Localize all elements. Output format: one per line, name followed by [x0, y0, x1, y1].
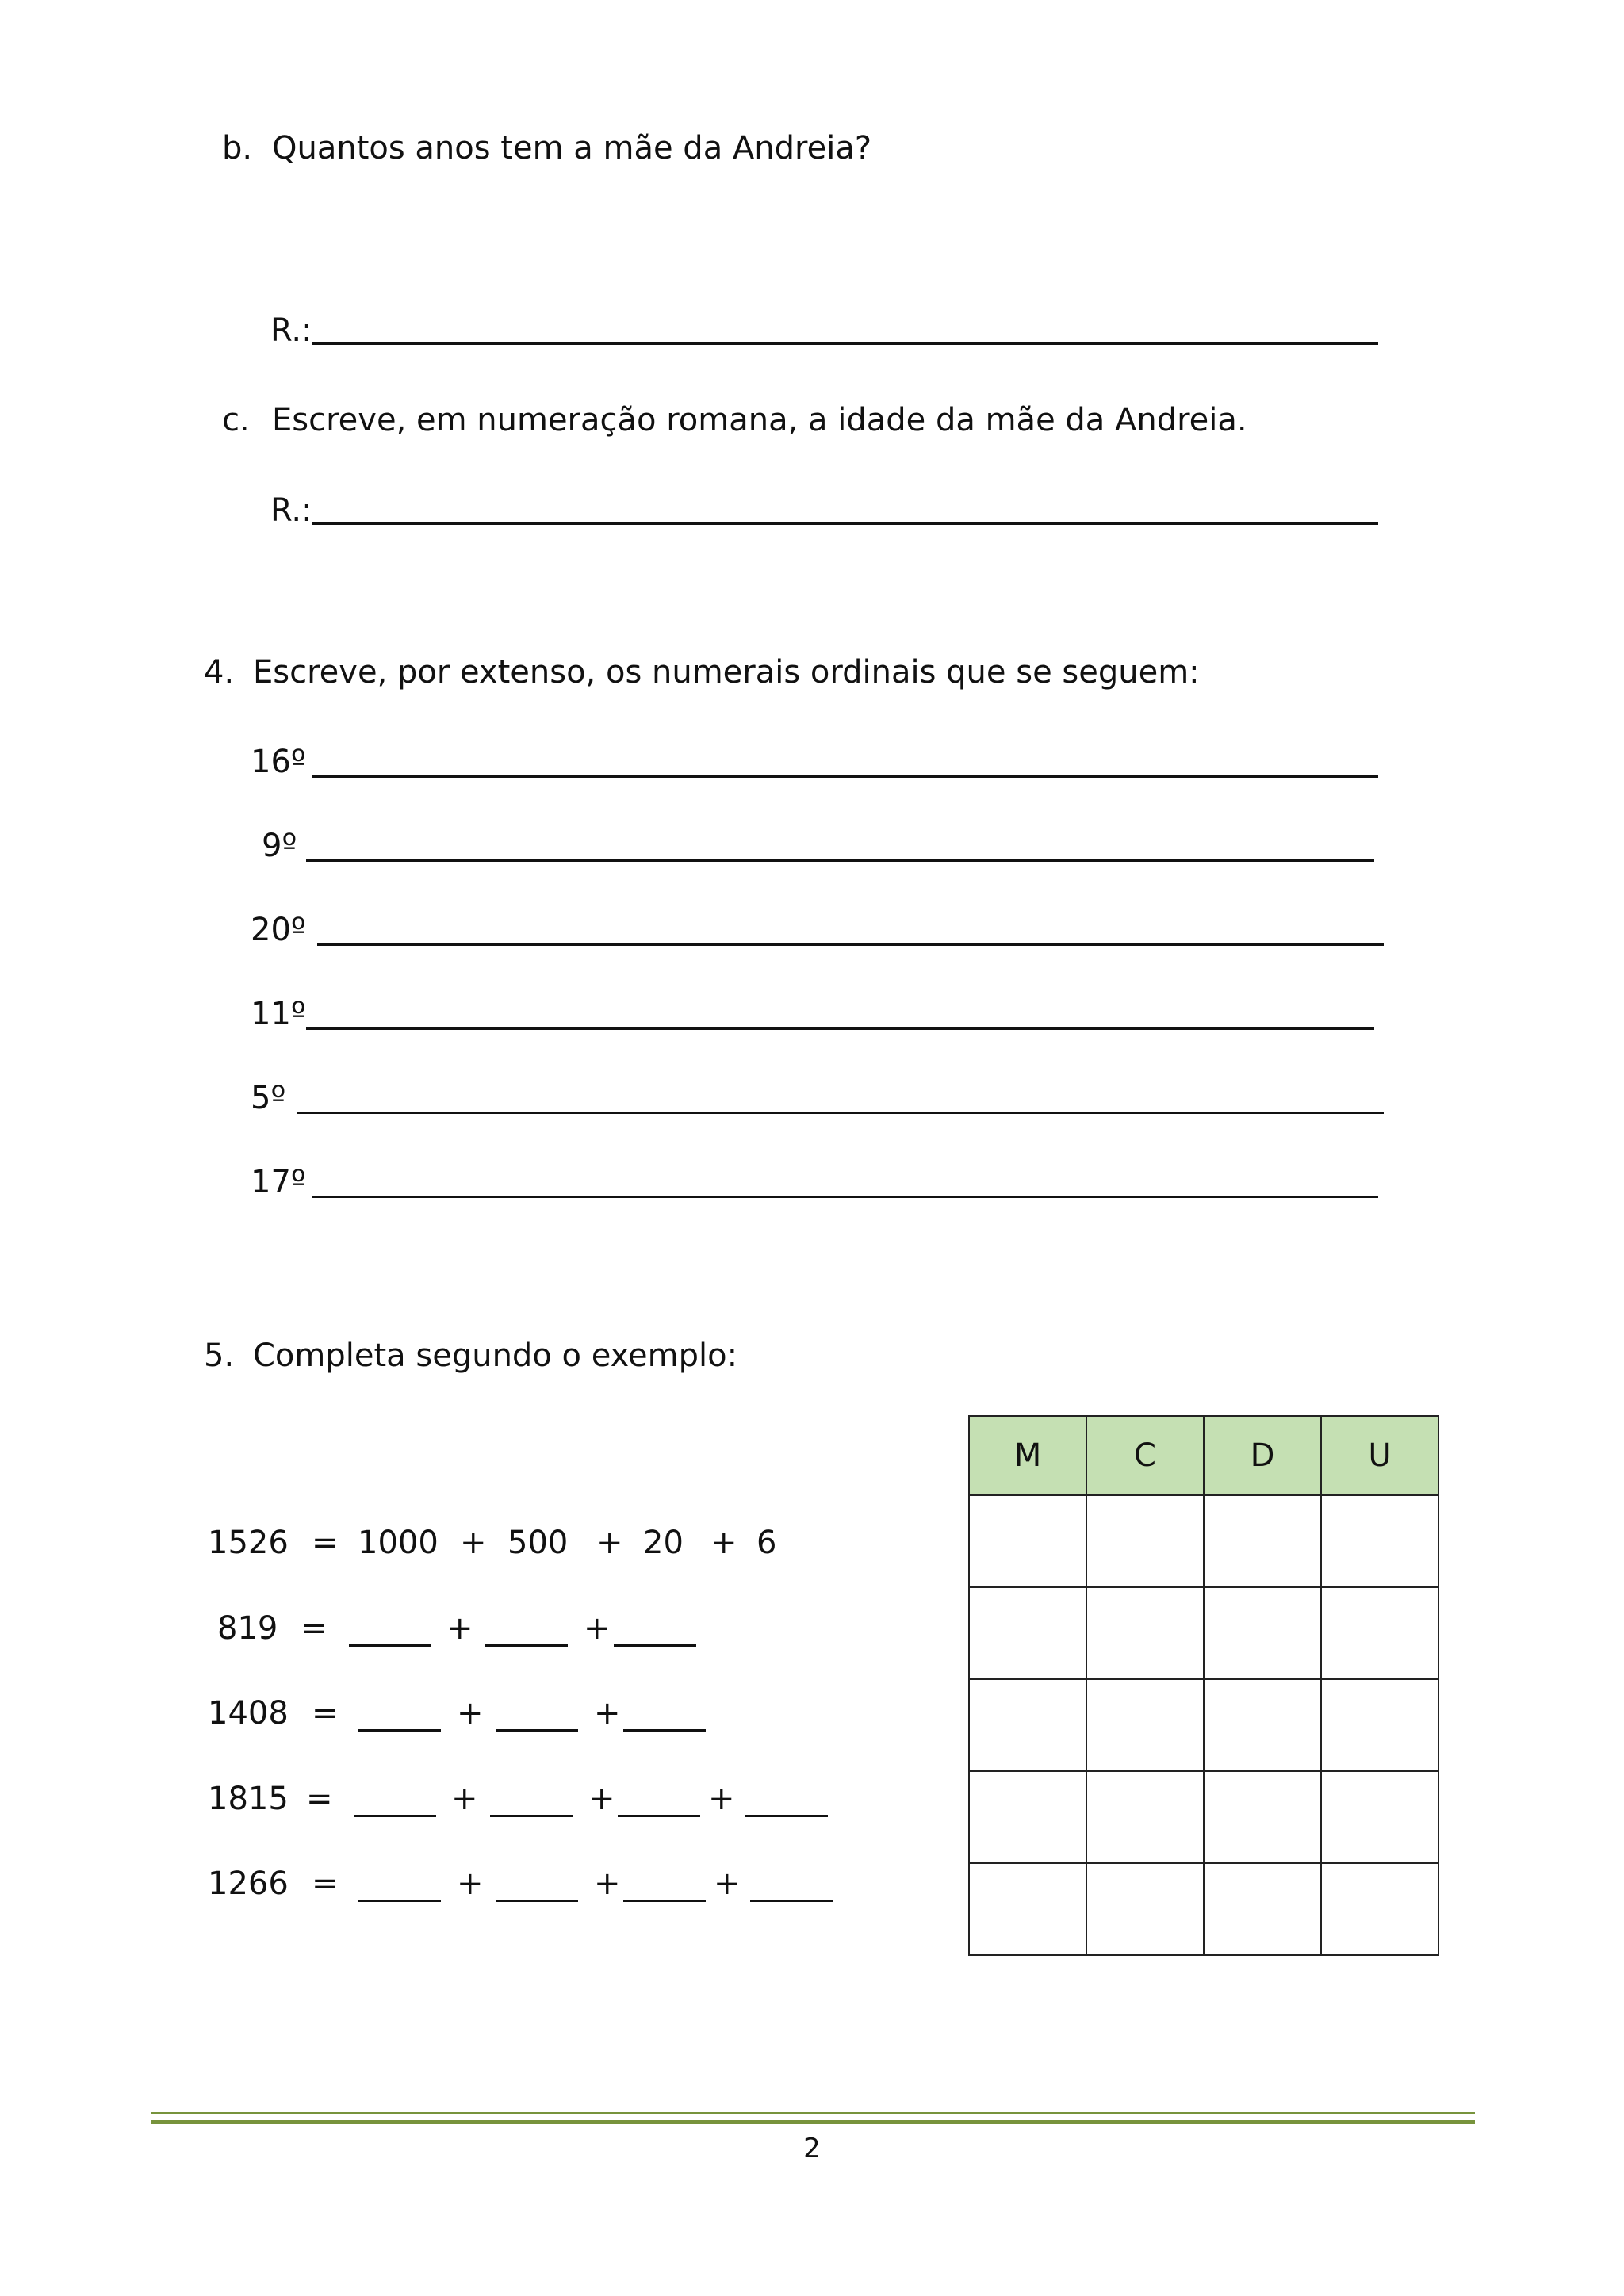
table-cell[interactable]	[1086, 1771, 1204, 1863]
plus-sign: +	[708, 1781, 735, 1817]
table-cell[interactable]	[1086, 1587, 1204, 1679]
plus-sign: +	[594, 1695, 621, 1732]
exercise-blank[interactable]	[349, 1644, 431, 1647]
table-cell[interactable]	[1321, 1679, 1438, 1771]
equals-sign: =	[312, 1695, 339, 1732]
equals-sign: =	[312, 1525, 339, 1561]
plus-sign: +	[588, 1781, 615, 1817]
table-cell[interactable]	[969, 1587, 1086, 1679]
footer-rule-thin	[151, 2112, 1475, 2114]
table-cell[interactable]	[1321, 1587, 1438, 1679]
table-cell[interactable]	[1086, 1863, 1204, 1955]
table-cell[interactable]	[969, 1679, 1086, 1771]
question-5-number: 5.	[204, 1337, 235, 1374]
exercise-blank[interactable]	[745, 1815, 828, 1817]
table-cell[interactable]	[1204, 1495, 1321, 1587]
table-cell[interactable]	[1204, 1587, 1321, 1679]
answer-3b-line[interactable]	[312, 342, 1378, 345]
example-part-hundreds: 500	[508, 1525, 569, 1561]
question-4-text: Escreve, por extenso, os numerais ordinais que se seguem:	[253, 654, 1200, 691]
equals-sign: =	[301, 1610, 327, 1647]
answer-3c-line[interactable]	[312, 522, 1378, 525]
ordinal-label: 9º	[262, 828, 297, 864]
table-cell[interactable]	[1086, 1679, 1204, 1771]
table-cell[interactable]	[1204, 1679, 1321, 1771]
plus-sign: +	[714, 1866, 741, 1902]
exercise-blank[interactable]	[496, 1729, 578, 1732]
header-thousands: M	[969, 1416, 1086, 1495]
ordinal-answer-line[interactable]	[306, 1027, 1374, 1030]
table-cell[interactable]	[1204, 1863, 1321, 1955]
header-units: U	[1321, 1416, 1438, 1495]
question-3b-letter: b.	[222, 130, 253, 166]
exercise-blank[interactable]	[614, 1644, 696, 1647]
header-hundreds: C	[1086, 1416, 1204, 1495]
table-row	[969, 1771, 1438, 1863]
ordinal-answer-line[interactable]	[312, 775, 1378, 778]
header-tens: D	[1204, 1416, 1321, 1495]
table-cell[interactable]	[1321, 1863, 1438, 1955]
plus-sign: +	[596, 1525, 623, 1561]
exercise-blank[interactable]	[358, 1900, 441, 1902]
page-number: 2	[803, 2133, 821, 2164]
question-3b-text: Quantos anos tem a mãe da Andreia?	[272, 130, 872, 166]
question-4-number: 4.	[204, 654, 235, 691]
ordinal-label: 5º	[251, 1080, 286, 1116]
table-cell[interactable]	[969, 1863, 1086, 1955]
plus-sign: +	[594, 1866, 621, 1902]
table-cell[interactable]	[1321, 1495, 1438, 1587]
ordinal-label: 11º	[251, 996, 306, 1032]
exercise-number: 1266	[208, 1866, 289, 1902]
table-cell[interactable]	[969, 1771, 1086, 1863]
plus-sign: +	[457, 1866, 484, 1902]
question-3c-text: Escreve, em numeração romana, a idade da mãe da Andreia.	[272, 402, 1247, 438]
ordinal-label: 20º	[251, 912, 306, 948]
question-5-text: Completa segundo o exemplo:	[253, 1337, 738, 1374]
exercise-blank[interactable]	[618, 1815, 700, 1817]
plus-sign: +	[710, 1525, 737, 1561]
place-value-table	[968, 1415, 1439, 1956]
example-part-tens: 20	[643, 1525, 684, 1561]
plus-sign: +	[451, 1781, 478, 1817]
table-row	[969, 1863, 1438, 1955]
example-part-units: 6	[756, 1525, 777, 1561]
ordinal-label: 16º	[251, 744, 306, 780]
example-part-thousands: 1000	[358, 1525, 439, 1561]
table-row	[969, 1495, 1438, 1587]
plus-sign: +	[460, 1525, 487, 1561]
table-cell[interactable]	[1086, 1495, 1204, 1587]
exercise-blank[interactable]	[623, 1729, 706, 1732]
example-number: 1526	[208, 1525, 289, 1561]
place-value-header-row	[969, 1416, 1438, 1495]
exercise-blank[interactable]	[490, 1815, 573, 1817]
ordinal-answer-line[interactable]	[306, 859, 1374, 862]
table-row	[969, 1587, 1438, 1679]
answer-3b-label: R.:	[270, 312, 312, 349]
question-3c-letter: c.	[222, 402, 250, 438]
footer-rule-thick	[151, 2120, 1475, 2124]
exercise-blank[interactable]	[496, 1900, 578, 1902]
exercise-blank[interactable]	[485, 1644, 568, 1647]
exercise-number: 1815	[208, 1781, 289, 1817]
exercise-number: 1408	[208, 1695, 289, 1732]
table-cell[interactable]	[1204, 1771, 1321, 1863]
equals-sign: =	[312, 1866, 339, 1902]
answer-3c-label: R.:	[270, 492, 312, 529]
table-row	[969, 1679, 1438, 1771]
ordinal-label: 17º	[251, 1164, 306, 1200]
exercise-blank[interactable]	[358, 1729, 441, 1732]
plus-sign: +	[446, 1610, 473, 1647]
equals-sign: =	[306, 1781, 333, 1817]
exercise-number: 819	[217, 1610, 278, 1647]
ordinal-answer-line[interactable]	[297, 1112, 1384, 1114]
table-cell[interactable]	[1321, 1771, 1438, 1863]
exercise-blank[interactable]	[354, 1815, 436, 1817]
ordinal-answer-line[interactable]	[312, 1196, 1378, 1198]
table-cell[interactable]	[969, 1495, 1086, 1587]
ordinal-answer-line[interactable]	[317, 943, 1384, 946]
exercise-blank[interactable]	[623, 1900, 706, 1902]
plus-sign: +	[457, 1695, 484, 1732]
plus-sign: +	[584, 1610, 611, 1647]
exercise-blank[interactable]	[750, 1900, 833, 1902]
